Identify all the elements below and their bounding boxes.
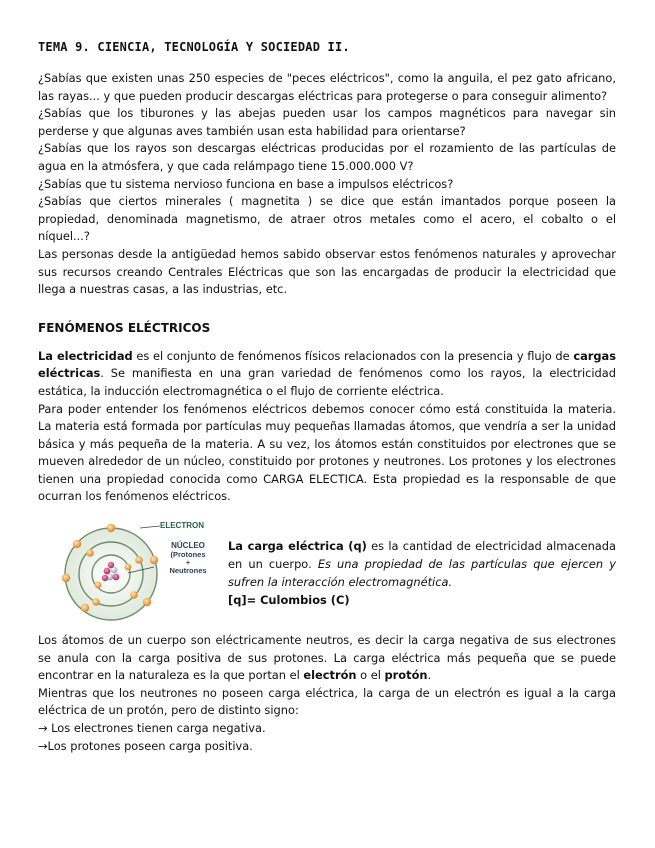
term-electric-charges: cargas eléctricas bbox=[38, 348, 616, 381]
neutrons-paragraph: Mientras que los neutrones no poseen carga eléctrica, la carga de un electrón es igual a la carga eléctrica de un protón, pero de distinto signo: bbox=[38, 685, 616, 718]
atoms-paragraph: Para poder entender los fenómenos eléctricos debemos conocer cómo está constituida la materia. La materia está formada por partículas muy pequeñas llamadas átomos, que vendría a ser la unidad básica y más pequeña de la materia. A su vez, los átomos están constituidos por electrones que se mueven alrededor de un núcleo, constituido por protones y neutrones. Los protones y los electrones tienen una propiedad conocida como CARGA ELECTICA. Esta propiedad es la responsable de que ocurran los fenómenos eléctricos. bbox=[38, 401, 616, 504]
nucleus-protons-label: (Protones bbox=[170, 550, 206, 560]
charge-unit: [q]= Culombios (C) bbox=[228, 593, 350, 608]
section-title: FENÓMENOS ELÉCTRICOS bbox=[38, 320, 211, 335]
atom-diagram bbox=[48, 522, 230, 622]
intro-paragraph: ¿Sabías que los tiburones y las abejas pueden usar los campos magnéticos para navegar sin perderse y que algunas aves también usan esta habilidad para orientarse? bbox=[38, 106, 616, 138]
nucleus-neutrons-label: Neutrones bbox=[169, 566, 207, 576]
intro-paragraph: ¿Sabías que ciertos minerales ( magnetita ) se dice que están imantados porque poseen la propiedad, denominada magnetismo, de atraer otros metales como el acero, el cobalto o el níquel...? bbox=[38, 194, 616, 244]
term-electric-charge: La carga eléctrica (q) bbox=[228, 539, 367, 554]
electron-label: ELECTRÓN bbox=[160, 522, 204, 531]
neutral-atoms-paragraph: Los átomos de un cuerpo son eléctricamente neutros, es decir la carga negativa de sus electrones se anula con la carga positiva de sus protones. La carga eléctrica más pequeña que se puede encontrar en la naturaleza es la que portan el electrón o el protón. bbox=[38, 633, 616, 683]
charge-definition: La carga eléctrica (q) es la cantidad de electricidad almacenada en un cuerpo. Es una propiedad de las partículas que ejercen y sufren la interacción electromagnética. [q]= Culombios (C) bbox=[228, 539, 616, 608]
intro-paragraph: ¿Sabías que existen unas 250 especies de "peces eléctricos", como la anguila, el pez gato africano, las rayas... y que pueden producir descargas eléctricas para protegerse o para conseguir alimento? bbox=[38, 71, 616, 103]
nucleus-plus-label: + bbox=[185, 558, 191, 568]
charge-section bbox=[38, 522, 616, 622]
list-item: →Los protones poseen carga positiva. bbox=[38, 738, 253, 753]
intro-paragraph: ¿Sabías que los rayos son descargas eléctricas producidas por el rozamiento de las partículas de agua en la atmósfera, y que cada relámpago tiene 15.000.000 V? bbox=[38, 141, 616, 173]
list-item: → Los electrones tienen carga negativa. bbox=[38, 721, 266, 736]
intro-paragraph: ¿Sabías que tu sistema nervioso funciona en base a impulsos eléctricos? bbox=[38, 176, 454, 191]
nucleus-label: NÚCLEO bbox=[171, 541, 205, 551]
term-electricity: La electricidad bbox=[38, 348, 133, 363]
page-title: TEMA 9. CIENCIA, TECNOLOGÍA Y SOCIEDAD II. bbox=[38, 40, 350, 54]
charge-property-italic: Es una propiedad de las partículas que ejercen y sufren la interacción electromagnética. bbox=[228, 557, 616, 590]
intro-paragraph: Las personas desde la antigüedad hemos sabido observar estos fenómenos naturales y aprovechar sus recursos creando Centrales Eléctricas que son las encargadas de producir la electricidad que llega a nuestras casas, a las industrias, etc. bbox=[38, 246, 616, 297]
term-electron: electrón bbox=[303, 668, 357, 683]
intro-block bbox=[38, 70, 616, 299]
electricity-definition: La electricidad es el conjunto de fenómenos físicos relacionados con la presencia y flujo de cargas eléctricas. Se manifiesta en una gran variedad de fenómenos como los rayos, la electricidad estática, la inducción electromagnética o el flujo de corriente eléctrica. bbox=[38, 348, 616, 398]
term-proton: protón bbox=[384, 668, 428, 683]
document-page bbox=[38, 40, 616, 755]
